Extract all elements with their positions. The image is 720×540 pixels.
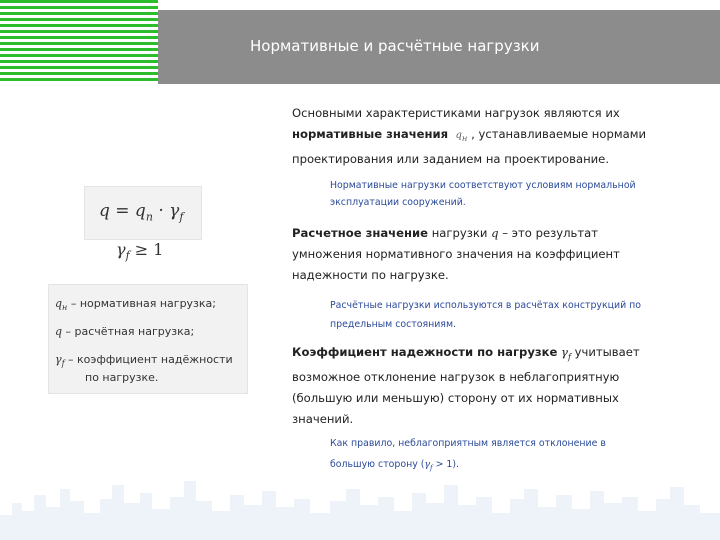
- paragraph-design-value: Расчетное значение нагрузки q – это результат умножения нормативного значения на коэффициент надежности по нагрузке.: [292, 223, 692, 286]
- legend-item-reliability-coefficient: $\gamma_f$ – коэффициент надёжности: [55, 353, 233, 369]
- legend-item-design-load: q – расчётная нагрузка;: [55, 325, 195, 338]
- legend-box: [48, 284, 248, 394]
- legend-item-reliability-coefficient-cont: по нагрузке.: [85, 371, 159, 384]
- paragraph-reliability-coefficient: Коэффициент надежности по нагрузке $\gamma_f$ учитывает возможное отклонение нагрузок в неблагоприятную (большую или меньшую) сторону от их нормативных значений.: [292, 342, 692, 430]
- term-normative-values: нормативные значения: [292, 127, 449, 141]
- paragraph-line: нормативные значения $q_н$ , устанавливаемые нормами: [292, 127, 646, 143]
- note-normative-loads: Нормативные нагрузки соответствуют условиям нормальной эксплуатации сооружений.: [330, 180, 636, 208]
- formula-box: [84, 186, 202, 240]
- formula-gamma-inequality: $\gamma_f \ge 1$: [116, 240, 164, 263]
- striped-decoration: [0, 0, 158, 84]
- term-reliability-coefficient: Коэффициент надежности по нагрузке: [292, 345, 558, 359]
- term-design-value: Расчетное значение: [292, 226, 429, 240]
- legend-item-normative-load: $q_н$ – нормативная нагрузка;: [55, 297, 216, 313]
- note-unfavorable-deviation: Как правило, неблагоприятным является отклонение в большую сторону $(\gamma_f > 1)$.: [330, 433, 690, 479]
- page-title: Нормативные и расчётные нагрузки: [250, 37, 540, 55]
- symbol-gamma-f: $\gamma_f$: [561, 345, 571, 362]
- symbol-q-n: $q_н$: [455, 130, 468, 143]
- symbol-gamma-f: $\gamma_f$: [424, 459, 433, 472]
- symbol-q: q: [491, 226, 499, 240]
- paragraph-normative-values: [292, 103, 692, 170]
- paragraph-line: проектирования или заданием на проектирование.: [292, 152, 610, 166]
- note-line: большую сторону $(\gamma_f > 1)$.: [330, 459, 460, 472]
- paragraph-line: Расчетное значение нагрузки q – это результат: [292, 226, 598, 240]
- city-skyline-decoration: [0, 455, 720, 540]
- paragraph-line: Основными характеристиками нагрузок являются их: [292, 106, 620, 120]
- title-bar: [158, 10, 720, 84]
- paragraph-line: Коэффициент надежности по нагрузке $\gamma_f$ учитывает: [292, 345, 640, 362]
- note-design-loads: Расчётные нагрузки используются в расчётах конструкций по предельным состояниям.: [330, 300, 642, 330]
- formula-design-load: $q = q_n \cdot \gamma_f$: [99, 201, 184, 224]
